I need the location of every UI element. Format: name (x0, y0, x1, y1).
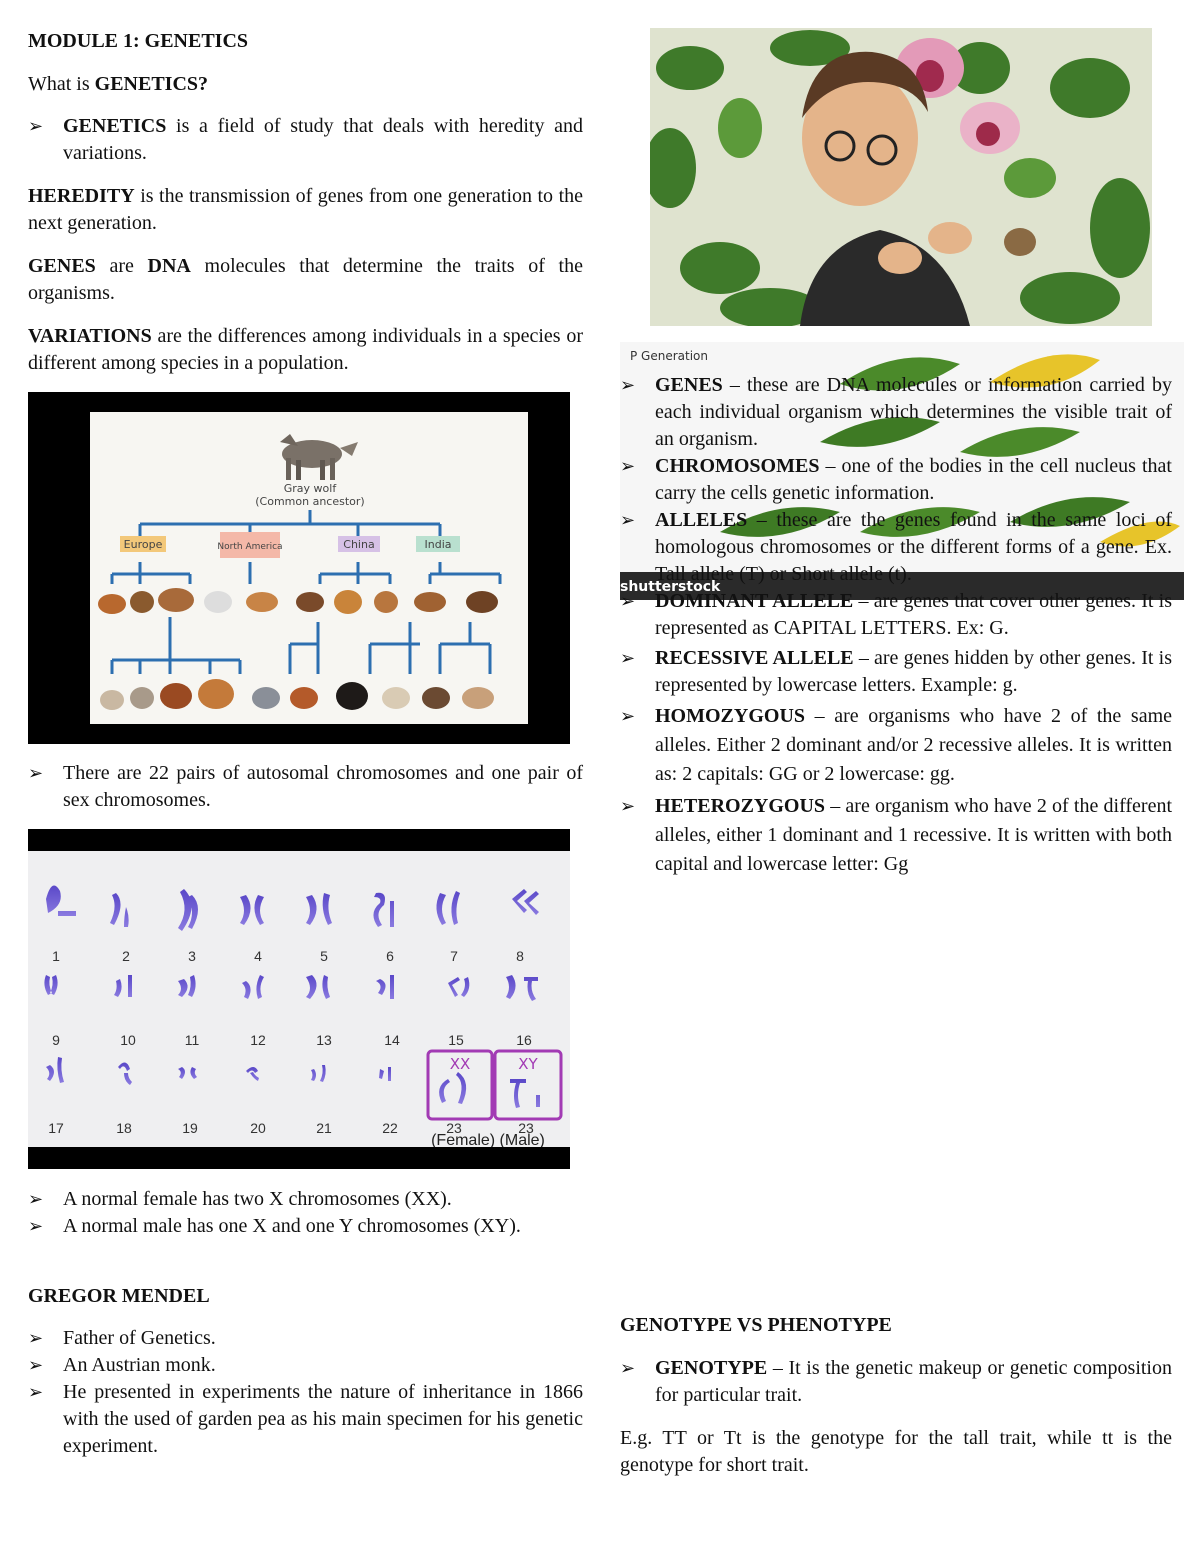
chrom-num: 20 (250, 1120, 266, 1136)
right-genes-term: GENES (655, 374, 723, 396)
genotype-definition (620, 1355, 1172, 1409)
mendel-illustration (650, 28, 1152, 326)
chrom-num: 11 (184, 1032, 200, 1048)
region-north-america: North America (217, 542, 283, 552)
genes-dna: DNA (147, 255, 191, 277)
heredity-def: is the transmission of genes from one generation to the next generation. (28, 185, 583, 234)
dominant-definition (620, 588, 1172, 642)
homozygous-term: HOMOZYGOUS (655, 705, 806, 727)
genes-mid: are (95, 255, 148, 277)
mendel-point: ➢ He presented in experiments the nature of inheritance in 1866 with the used of garden pea as his main specimen for his genetic experiment. (28, 1379, 583, 1460)
karyotype-graphic (28, 851, 570, 1147)
dog-tree-graphic (90, 412, 528, 724)
chrom-num: 6 (386, 948, 394, 964)
mendel-section (28, 1283, 583, 1460)
alleles-definition (620, 507, 1172, 588)
mendel-list (28, 1325, 583, 1460)
region-india: India (424, 538, 452, 551)
gray-wolf-icon (280, 434, 358, 480)
chrom-num: 13 (316, 1032, 332, 1048)
genes-def: molecules that determine the traits of the organisms. (28, 255, 583, 304)
heredity-definition (28, 183, 583, 237)
right-genes-def: – these are DNA molecules or information carried by each individual organism which determines the visible trait of an organism. (655, 374, 1172, 450)
left-column (28, 28, 583, 377)
chrom-num: 17 (48, 1120, 64, 1136)
xy-label: XY (518, 1055, 538, 1073)
homozygous-def: – are organisms who have 2 of the same alleles. Either 2 dominant and/or 2 recessive alleles. It is written as: 2 capitals: GG or 2 lowercase: gg. (655, 705, 1172, 785)
genotype-section (620, 1312, 1172, 1479)
ancestor-label: Gray wolf (283, 482, 337, 495)
homozygous-definition (620, 702, 1172, 789)
female-bullet (28, 1186, 583, 1213)
p-generation-label: P Generation (630, 349, 708, 363)
chrom-num: 12 (250, 1032, 266, 1048)
chrom-num: 2 (122, 948, 130, 964)
recessive-def: – are genes hidden by other genes. It is represented by lowercase letters. Example: g. (655, 647, 1172, 696)
heterozygous-term: HETEROZYGOUS (655, 795, 826, 817)
right-genes-definition (620, 372, 1172, 453)
heterozygous-def: – are organism who have 2 of the different alleles, either 1 dominant and 1 recessive. It is written with both capital and lowercase letter: Gg (655, 795, 1172, 875)
genotype-phenotype-heading: GENOTYPE VS PHENOTYPE (620, 1314, 892, 1336)
alleles-term: ALLELES (655, 509, 748, 531)
mendel-heading: GREGOR MENDEL (28, 1285, 210, 1307)
variations-term: VARIATIONS (28, 325, 152, 347)
xx-chromosome-icon (439, 1072, 466, 1104)
male-text: A normal male has one X and one Y chromosomes (XY). (63, 1215, 521, 1237)
module-title: MODULE 1: GENETICS (28, 30, 249, 52)
dog-row-2-icons (100, 679, 494, 710)
variations-definition (28, 323, 583, 377)
chrom-num: 23 (446, 1120, 462, 1136)
heterozygous-definition (620, 792, 1172, 879)
chromosomes-term: CHROMOSOMES (655, 455, 820, 477)
chrom-num: 19 (182, 1120, 198, 1136)
mendel-point: ➢ An Austrian monk. (28, 1352, 583, 1379)
sex-chromosome-bullets (28, 1186, 583, 1240)
chrom-num: 1 (52, 948, 60, 964)
chrom-num: 10 (120, 1032, 136, 1048)
chrom-num: 4 (254, 948, 262, 964)
chrom-num: 8 (516, 948, 524, 964)
ancestor-sublabel: (Common ancestor) (255, 495, 365, 508)
xy-chromosome-icon (510, 1079, 540, 1108)
xx-label: XX (449, 1055, 471, 1073)
genes-definition (28, 253, 583, 307)
karyotype-numbers (48, 948, 534, 1136)
region-europe: Europe (123, 538, 163, 551)
chromosomes-def: – one of the bodies in the cell nucleus that carry the cells genetic information. (655, 455, 1172, 504)
chromosomes-definition (620, 453, 1172, 507)
chrom-num: 14 (384, 1032, 400, 1048)
watermark-text: shutterstock (620, 579, 721, 595)
question-line (28, 71, 583, 98)
alleles-def: – these are the genes found in the same loci of homologous chromosomes or the different forms of a gene. Ex. Tall allele (T) or Short allele (t). (655, 509, 1172, 585)
male-bullet (28, 1213, 583, 1240)
region-china: China (343, 538, 375, 551)
right-column-definitions (620, 372, 1172, 879)
dominant-term: DOMINANT ALLELE (655, 590, 854, 612)
mendel-illustration-graphic (650, 28, 1152, 326)
heredity-term: HEREDITY (28, 185, 135, 207)
chrom-num: 15 (448, 1032, 464, 1048)
chrom-num: 22 (382, 1120, 398, 1136)
genotype-term: GENOTYPE (655, 1357, 768, 1379)
female-text: A normal female has two X chromosomes (XX). (63, 1188, 452, 1210)
autosomal-bullet (28, 760, 583, 814)
dog-evolution-figure (28, 392, 570, 744)
recessive-term: RECESSIVE ALLELE (655, 647, 854, 669)
dog-row-1-icons (98, 588, 498, 614)
dominant-def: – are genes that cover other genes. It is represented as CAPITAL LETTERS. Ex: G. (655, 590, 1173, 639)
chrom-num: 21 (316, 1120, 332, 1136)
genetics-term: GENETICS (63, 115, 167, 137)
genes-term: GENES (28, 255, 96, 277)
recessive-definition (620, 645, 1172, 699)
chrom-num: 3 (188, 948, 196, 964)
seed-pouch-icon (1004, 228, 1036, 256)
variations-def: are the differences among individuals in a species or different among species in a population. (28, 325, 583, 374)
autosomal-text: There are 22 pairs of autosomal chromosomes and one pair of sex chromosomes. (63, 762, 583, 811)
chrom-num: 7 (450, 948, 458, 964)
question-prefix: What is (28, 73, 95, 95)
genotype-example: E.g. TT or Tt is the genotype for the tall trait, while tt is the genotype for short trait. (620, 1427, 1172, 1476)
karyotype-panel (28, 851, 570, 1147)
dog-evolution-panel (90, 412, 528, 724)
genotype-def: – It is the genetic makeup or genetic composition for particular trait. (655, 1357, 1172, 1406)
karyotype-figure (28, 829, 570, 1169)
chrom-num: 23 (518, 1120, 534, 1136)
chrom-num: 16 (516, 1032, 532, 1048)
chrom-num: 5 (320, 948, 328, 964)
mendel-point: ➢ Father of Genetics. (28, 1325, 583, 1352)
genetics-definition (28, 113, 583, 167)
chrom-num: 9 (52, 1032, 60, 1048)
genetics-def: is a field of study that deals with heredity and variations. (63, 115, 583, 164)
question-term: GENETICS? (94, 73, 209, 95)
chrom-num: 18 (116, 1120, 132, 1136)
karyotype-caption: (Female) (Male) (431, 1132, 545, 1147)
